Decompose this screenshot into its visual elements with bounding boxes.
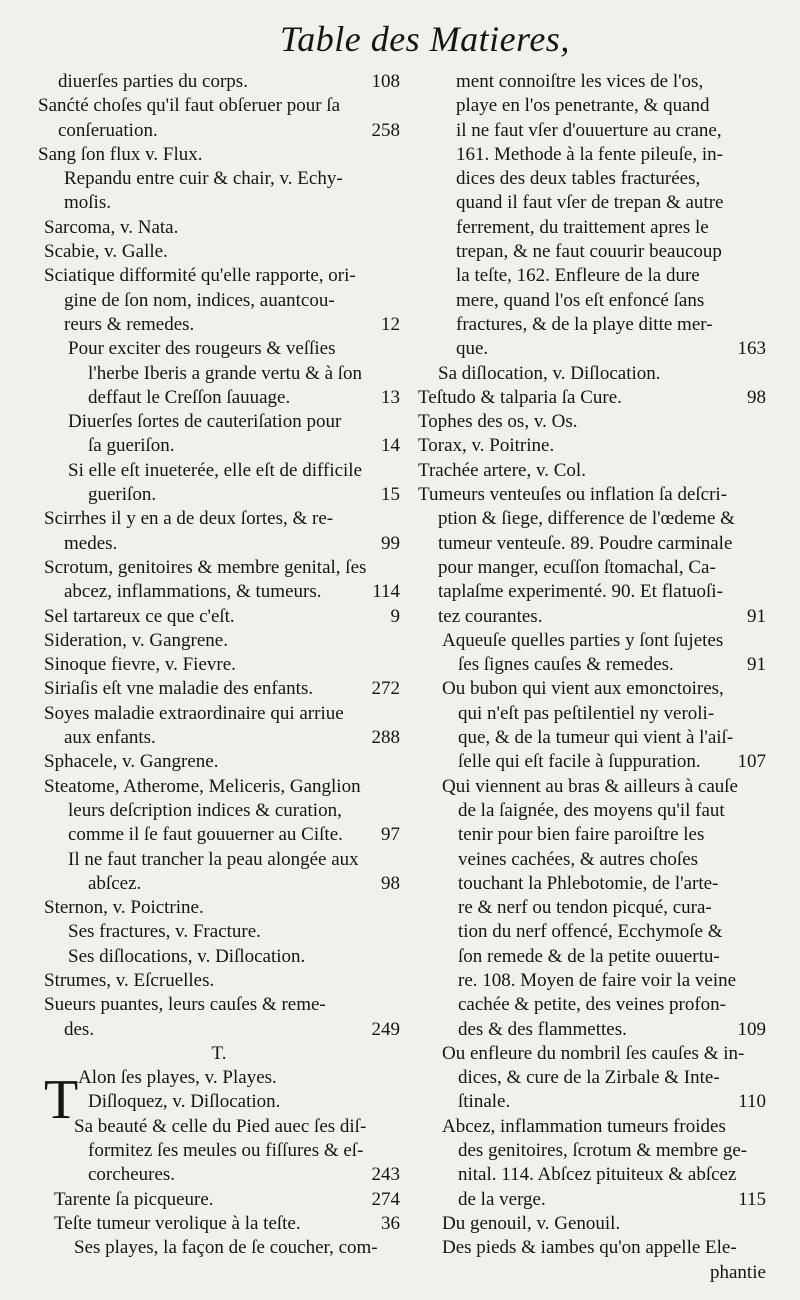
index-entry bbox=[418, 1212, 766, 1236]
entry-text: des & des flammettes. bbox=[458, 1018, 627, 1040]
entry-text: Ses playes, la façon de ſe coucher, com- bbox=[74, 1237, 378, 1259]
index-entry bbox=[418, 410, 766, 434]
index-entry bbox=[418, 362, 766, 386]
page-number: 274 bbox=[371, 1188, 400, 1210]
index-entry bbox=[418, 507, 766, 531]
index-entry bbox=[38, 119, 400, 143]
entry-text: de la verge. bbox=[458, 1188, 546, 1210]
index-entry bbox=[418, 556, 766, 580]
entry-text: Soyes maladie extraordinaire qui arriue bbox=[44, 702, 344, 724]
entry-text: Sueurs puantes, leurs cauſes & reme- bbox=[44, 994, 326, 1016]
entry-text: trepan, & ne faut couurir beaucoup bbox=[456, 241, 722, 263]
index-entry bbox=[418, 94, 766, 118]
page-number: 9 bbox=[390, 605, 400, 627]
entry-text: Teſtudo & talparia ſa Cure. bbox=[418, 386, 622, 408]
entry-text: ſon remede & de la petite ouuertu- bbox=[458, 945, 720, 967]
index-entry bbox=[418, 1042, 766, 1066]
entry-text: T. bbox=[211, 1042, 227, 1064]
entry-text: ferrement, du traittement apres le bbox=[456, 216, 709, 238]
entry-text: Qui viennent au bras & ailleurs à cauſe bbox=[442, 775, 738, 797]
entry-text: ſelle qui eſt facile à ſuppuration. bbox=[458, 751, 701, 773]
index-entry bbox=[418, 119, 766, 143]
entry-text: Trachée artere, v. Col. bbox=[418, 459, 586, 481]
entry-text: gine de ſon nom, indices, auantcou- bbox=[64, 289, 335, 311]
entry-text: fractures, & de la playe ditte mer- bbox=[456, 313, 713, 335]
index-entry bbox=[38, 677, 400, 701]
index-entry bbox=[418, 289, 766, 313]
entry-text: Tarente ſa picqueure. bbox=[54, 1188, 214, 1210]
index-entry bbox=[38, 1018, 400, 1042]
page-number: 243 bbox=[371, 1164, 400, 1186]
entry-text: diuerſes parties du corps. bbox=[58, 71, 248, 92]
entry-text: Steatome, Atherome, Meliceris, Ganglion bbox=[44, 775, 361, 797]
entry-text: dices, & cure de la Zirbale & Inte- bbox=[458, 1067, 720, 1089]
entry-text: deffaut le Creſſon ſauuage. bbox=[88, 386, 291, 408]
index-entry bbox=[418, 264, 766, 288]
page-number: 288 bbox=[371, 727, 400, 749]
index-entry bbox=[38, 362, 400, 386]
page-number: 91 bbox=[747, 654, 766, 676]
index-entry bbox=[418, 1115, 766, 1139]
entry-text: phantie bbox=[710, 1261, 766, 1283]
index-entry bbox=[418, 580, 766, 604]
entry-text: 161. Methode à la fente pileuſe, in- bbox=[456, 143, 723, 165]
entry-text: moſis. bbox=[64, 192, 111, 214]
index-entry bbox=[418, 532, 766, 556]
index-entry bbox=[418, 1066, 766, 1090]
page-number: 110 bbox=[738, 1091, 766, 1113]
entry-text: pour manger, ecuſſon ſtomachal, Ca- bbox=[438, 556, 716, 578]
page-number: 36 bbox=[381, 1212, 400, 1234]
entry-text: re. 108. Moyen de faire voir la veine bbox=[458, 969, 737, 991]
entry-text: comme il ſe faut gouuerner au Ciſte. bbox=[68, 824, 343, 846]
index-entry bbox=[38, 167, 400, 191]
index-entry bbox=[418, 945, 766, 969]
index-entry bbox=[38, 629, 400, 653]
entry-text: la teſte, 162. Enfleure de la dure bbox=[456, 265, 700, 287]
entry-text: de la ſaignée, des moyens qu'il faut bbox=[458, 799, 725, 821]
entry-text: Sideration, v. Gangrene. bbox=[44, 629, 228, 651]
entry-text: Diuerſes ſortes de cauteriſation pour bbox=[68, 411, 342, 433]
entry-text: gueriſon. bbox=[88, 484, 157, 506]
entry-text: Sa beauté & celle du Pied auec ſes diſ- bbox=[74, 1115, 367, 1137]
index-entry bbox=[38, 1042, 400, 1066]
index-entry bbox=[418, 726, 766, 750]
drop-cap: T bbox=[44, 1069, 79, 1132]
entry-text: Sciatique difformité qu'elle rapporte, ori- bbox=[44, 265, 356, 287]
entry-text: taplaſme experimenté. 90. Et flatuoſi- bbox=[438, 581, 723, 603]
index-entry bbox=[418, 1261, 766, 1285]
entry-text: abcez, inflammations, & tumeurs. bbox=[64, 581, 322, 603]
entry-text: mere, quand l'os eſt enfoncé ſans bbox=[456, 289, 705, 311]
entry-text: medes. bbox=[64, 532, 118, 554]
index-entry bbox=[38, 240, 400, 264]
index-entry bbox=[418, 677, 766, 701]
index-entry bbox=[418, 969, 766, 993]
index-entry bbox=[38, 945, 400, 969]
index-entry bbox=[38, 872, 400, 896]
entry-text: Sinoque fievre, v. Fievre. bbox=[44, 654, 236, 676]
entry-text: Sang ſon flux v. Flux. bbox=[38, 143, 203, 165]
entry-text: Sa diſlocation, v. Diſlocation. bbox=[438, 362, 661, 384]
index-entry bbox=[38, 993, 400, 1017]
entry-text: Tumeurs venteuſes ou inflation ſa deſcri- bbox=[418, 484, 728, 506]
entry-text: qui n'eſt pas peſtilentiel ny veroli- bbox=[458, 702, 715, 724]
page-number: 97 bbox=[381, 824, 400, 846]
entry-text: cachée & petite, des veines profon- bbox=[458, 994, 726, 1016]
index-entry bbox=[38, 580, 400, 604]
index-entry bbox=[38, 920, 400, 944]
index-entry bbox=[418, 896, 766, 920]
entry-text: Ou enfleure du nombril ſes cauſes & in- bbox=[442, 1042, 745, 1064]
entry-text: ſes ſignes cauſes & remedes. bbox=[458, 654, 674, 676]
entry-text: Diſloquez, v. Diſlocation. bbox=[88, 1091, 281, 1113]
entry-text: Torax, v. Poitrine. bbox=[418, 435, 555, 457]
entry-text: Repandu entre cuir & chair, v. Echy- bbox=[64, 168, 343, 190]
index-entry bbox=[38, 459, 400, 483]
page-number: 91 bbox=[747, 605, 766, 627]
index-entry bbox=[38, 969, 400, 993]
index-entry bbox=[418, 993, 766, 1017]
entry-text: reurs & remedes. bbox=[64, 313, 195, 335]
index-entry bbox=[418, 823, 766, 847]
index-entry bbox=[418, 386, 766, 410]
entry-text: Scirrhes il y en a de deux ſortes, & re- bbox=[44, 508, 334, 530]
entry-text: des. bbox=[64, 1018, 95, 1040]
entry-text: veines cachées, & autres choſes bbox=[458, 848, 699, 870]
page-number: 107 bbox=[737, 751, 766, 773]
entry-text: re & nerf ou tendon picqué, cura- bbox=[458, 897, 712, 919]
entry-text: dices des deux tables fracturées, bbox=[456, 168, 701, 190]
index-entry bbox=[418, 920, 766, 944]
page-number: 98 bbox=[381, 872, 400, 894]
index-entry bbox=[38, 726, 400, 750]
page-number: 249 bbox=[371, 1018, 400, 1040]
index-entry bbox=[38, 556, 400, 580]
entry-text: ption & ſiege, difference de l'œdeme & bbox=[438, 508, 735, 530]
entry-text: tumeur venteuſe. 89. Poudre carminale bbox=[438, 532, 733, 554]
page-number: 99 bbox=[381, 532, 400, 554]
index-entry bbox=[38, 1090, 400, 1114]
entry-text: Ou bubon qui vient aux emonctoires, bbox=[442, 678, 724, 700]
entry-text: Pour exciter des rougeurs & veſſies bbox=[68, 338, 336, 360]
index-entry bbox=[38, 70, 400, 94]
index-entry bbox=[38, 702, 400, 726]
entry-text: tez courantes. bbox=[438, 605, 543, 627]
entry-text: Abcez, inflammation tumeurs froides bbox=[442, 1115, 726, 1137]
entry-text: Siriaſis eſt vne maladie des enfants. bbox=[44, 678, 314, 700]
entry-text: l'herbe Iberis a grande vertu & à ſon bbox=[88, 362, 363, 384]
entry-text: tenir pour bien faire paroiſtre les bbox=[458, 824, 705, 846]
page-number: 258 bbox=[371, 119, 400, 141]
entry-text: Si elle eſt inueterée, elle eſt de difficile bbox=[68, 459, 363, 481]
entry-text: Sphacele, v. Gangrene. bbox=[44, 751, 219, 773]
index-entry bbox=[418, 240, 766, 264]
entry-text: Scabie, v. Galle. bbox=[44, 241, 168, 263]
index-entry bbox=[38, 216, 400, 240]
page-number: 13 bbox=[381, 386, 400, 408]
index-entry bbox=[38, 94, 400, 118]
entry-text: playe en l'os penetrante, & quand bbox=[456, 95, 710, 117]
index-entry bbox=[418, 459, 766, 483]
index-entry bbox=[38, 264, 400, 288]
index-entry bbox=[418, 337, 766, 361]
entry-text: Ses fractures, v. Fracture. bbox=[68, 921, 261, 943]
entry-text: Sarcoma, v. Nata. bbox=[44, 216, 179, 238]
index-entry bbox=[38, 386, 400, 410]
index-entry bbox=[418, 775, 766, 799]
index-entry bbox=[418, 167, 766, 191]
page-number: 272 bbox=[371, 678, 400, 700]
entry-text: abſcez. bbox=[88, 872, 142, 894]
entry-text: Teſte tumeur verolique à la teſte. bbox=[54, 1212, 301, 1234]
index-entry bbox=[418, 434, 766, 458]
index-entry bbox=[418, 1090, 766, 1114]
page-number: 108 bbox=[371, 71, 400, 92]
entry-text: Scrotum, genitoires & membre genital, ſes bbox=[44, 556, 367, 578]
index-entry bbox=[418, 1236, 766, 1260]
page-number: 12 bbox=[381, 313, 400, 335]
index-entry bbox=[38, 1163, 400, 1187]
index-entry bbox=[38, 289, 400, 313]
index-entry bbox=[38, 483, 400, 507]
entry-text: ſa gueriſon. bbox=[88, 435, 175, 457]
index-entry bbox=[38, 191, 400, 215]
entry-text: Aqueuſe quelles parties y ſont ſujetes bbox=[442, 629, 724, 651]
index-entry bbox=[418, 702, 766, 726]
entry-text: leurs deſcription indices & curation, bbox=[68, 799, 342, 821]
entry-text: touchant la Phlebotomie, de l'arte- bbox=[458, 872, 719, 894]
index-entry bbox=[38, 337, 400, 361]
entry-text: des genitoires, ſcrotum & membre ge- bbox=[458, 1140, 748, 1162]
page-number: 114 bbox=[372, 581, 400, 603]
index-entry bbox=[418, 1139, 766, 1163]
entry-text: que. bbox=[456, 338, 489, 360]
index-entry bbox=[418, 1163, 766, 1187]
entry-text: Sel tartareux ce que c'eſt. bbox=[44, 605, 235, 627]
entry-text: que, & de la tumeur qui vient à l'aiſ- bbox=[458, 727, 734, 749]
entry-text: Strumes, v. Eſcruelles. bbox=[44, 969, 215, 991]
index-entry bbox=[418, 750, 766, 774]
entry-text: Ses diſlocations, v. Diſlocation. bbox=[68, 945, 306, 967]
entry-text: Sanćté choſes qu'il faut obſeruer pour ſa bbox=[38, 95, 341, 117]
index-entry bbox=[418, 872, 766, 896]
entry-text: Du genouil, v. Genouil. bbox=[442, 1212, 621, 1234]
index-entry bbox=[38, 143, 400, 167]
index-entry bbox=[38, 775, 400, 799]
index-entry bbox=[418, 313, 766, 337]
entry-text: Il ne faut trancher la peau alongée aux bbox=[68, 848, 359, 870]
index-entry bbox=[38, 313, 400, 337]
entry-text: Sternon, v. Poictrine. bbox=[44, 897, 204, 919]
index-entry bbox=[418, 191, 766, 215]
entry-text: tion du nerf offencé, Ecchymoſe & bbox=[458, 921, 723, 943]
entry-text: ment connoiſtre les vices de l'os, bbox=[456, 71, 704, 92]
entry-text: quand il faut vſer de trepan & autre bbox=[456, 192, 724, 214]
entry-text: nital. 114. Abſcez pituiteux & abſcez bbox=[458, 1164, 737, 1186]
index-entry bbox=[418, 848, 766, 872]
entry-text: formitez ſes meules ou fiſſures & eſ- bbox=[88, 1140, 364, 1162]
index-entry bbox=[38, 1188, 400, 1212]
entry-text: Tophes des os, v. Os. bbox=[418, 411, 578, 433]
page-number: 98 bbox=[747, 386, 766, 408]
entry-text: corcheures. bbox=[88, 1164, 176, 1186]
page-number: 15 bbox=[381, 484, 400, 506]
index-entry bbox=[418, 70, 766, 94]
index-entry bbox=[38, 848, 400, 872]
page-number: 14 bbox=[381, 435, 400, 457]
page-number: 109 bbox=[737, 1018, 766, 1040]
index-entry bbox=[418, 605, 766, 629]
index-entry bbox=[38, 750, 400, 774]
index-entry bbox=[418, 1018, 766, 1042]
entry-text: il ne faut vſer d'ouuerture au crane, bbox=[456, 119, 722, 141]
entry-text: Des pieds & iambes qu'on appelle Ele- bbox=[442, 1237, 737, 1259]
index-entry bbox=[38, 507, 400, 531]
left-column bbox=[38, 70, 400, 1261]
page-number: 115 bbox=[738, 1188, 766, 1210]
index-entry bbox=[418, 1188, 766, 1212]
page-title: Table des Matieres, bbox=[280, 19, 570, 59]
index-entry bbox=[38, 1212, 400, 1236]
index-entry bbox=[38, 532, 400, 556]
entry-text: conſeruation. bbox=[58, 119, 158, 141]
page-number: 163 bbox=[737, 338, 766, 360]
entry-text: ſtinale. bbox=[458, 1091, 511, 1113]
index-entry bbox=[38, 823, 400, 847]
index-entry bbox=[418, 216, 766, 240]
index-entry bbox=[38, 434, 400, 458]
index-entry bbox=[418, 629, 766, 653]
index-entry bbox=[38, 410, 400, 434]
index-entry bbox=[38, 653, 400, 677]
entry-text: Alon ſes playes, v. Playes. bbox=[78, 1067, 277, 1089]
index-entry bbox=[418, 483, 766, 507]
right-column bbox=[418, 70, 766, 1285]
index-entry bbox=[38, 1236, 400, 1260]
index-entry bbox=[38, 605, 400, 629]
index-entry bbox=[418, 799, 766, 823]
index-entry bbox=[38, 896, 400, 920]
index-entry bbox=[38, 799, 400, 823]
index-entry bbox=[418, 653, 766, 677]
index-entry bbox=[418, 143, 766, 167]
index-entry bbox=[38, 1139, 400, 1163]
entry-text: aux enfants. bbox=[64, 727, 156, 749]
index-entry bbox=[38, 1115, 400, 1139]
